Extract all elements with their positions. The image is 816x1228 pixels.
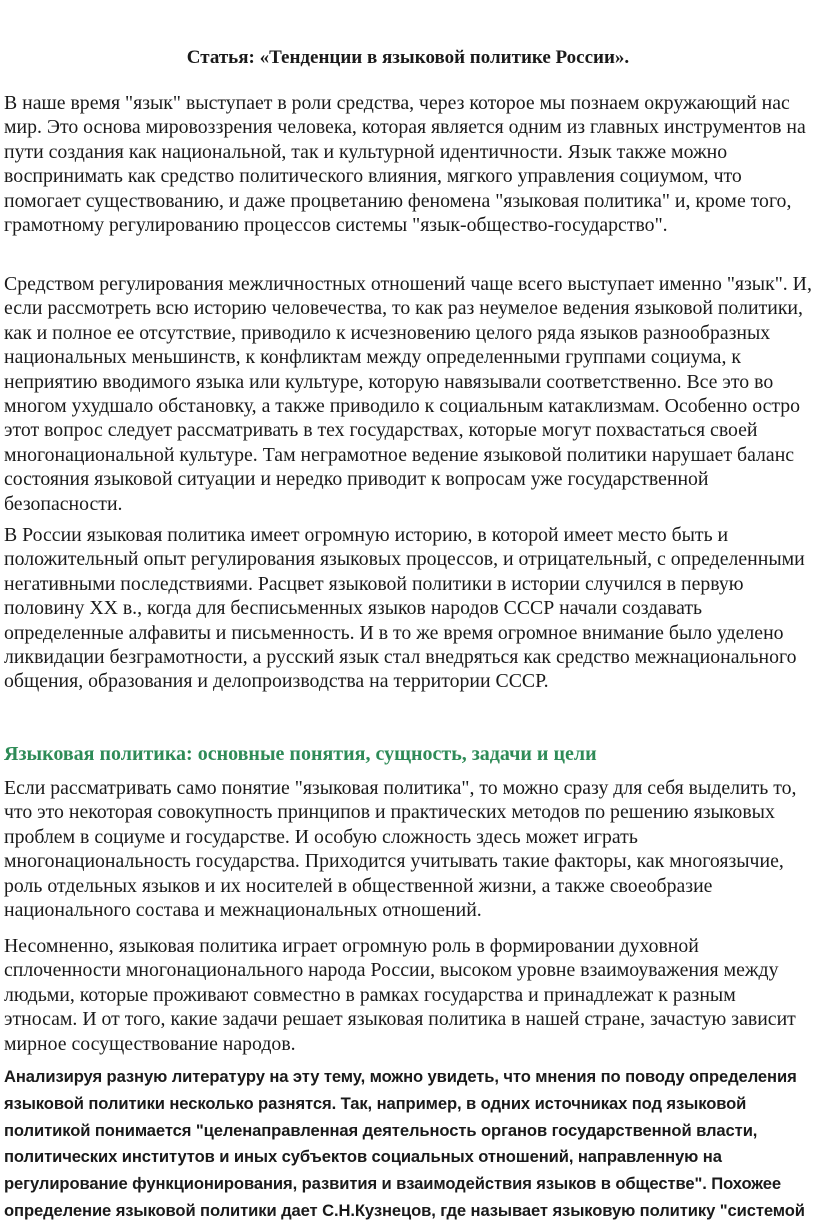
article-title: Статья: «Тенденции в языковой политике России». — [186, 47, 630, 68]
paragraph-regulation: Средством регулирования межличностных отношений чаще всего выступает именно "язык". И, если рассмотреть всю историю человечества, то как раз неумелое ведения языковой политики, как и полное ее отсутствие, приводило к исчезновению целого ряда языков разнообразных национальных меньшинств, к конфликтам между определенными группами социума, к неприятию вводимого языка или культуре, которую навязывали соответственно. Все это во многом ухудшало обстановку, а также приводило к социальным катаклизмам. Особенно остро этот вопрос следует рассматривать в тех государствах, которые могут похвастаться своей многонациональной культуре. Там неграмотное ведение языковой политики нарушает баланс состояния языковой ситуации и нередко приводит к вопросам уже государственной безопасности. — [4, 273, 812, 515]
paragraph-intro: В наше время "язык" выступает в роли средства, через которое мы познаем окружающий нас мир. Это основа мировоззрения человека, которая является одним из главных инструментов на пути создания как национальной, так и культурной идентичности. Язык также можно воспринимать как средство политического влияния, мягкого управления социумом, что помогает существованию, и даже процветанию феномена "языковая политика" и, кроме того, грамотному регулированию процессов системы "язык-общество-государство". — [4, 92, 806, 237]
paragraph-concept: Если рассматривать само понятие "языковая политика", то можно сразу для себя выделить то, что это некоторая совокупность принципов и практических методов по решению языковых проблем в социуме и государстве. И особую сложность здесь может играть многонациональность государства. Приходится учитывать такие факторы, как многоязычие, роль отдельных языков и их носителей в общественной жизни, а также своеобразие национального состава и межнациональных отношений. — [4, 777, 797, 922]
paragraph-literature-analysis: Анализируя разную литературу на эту тему, можно увидеть, что мнения по поводу определения языковой политики несколько разнятся. Так, например, в одних источниках под языковой политикой понимается "целенаправленная деятельность органов государственной власти, политических институтов и иных субъектов социальных отношений, направленную на регулирование функционирования, развития и взаимодействия языков в обществе". Похожее определение языковой политики дает С.Н.Кузнецов, где называет языковую политику "системой — [4, 1067, 805, 1220]
paragraph-russia-history: В России языковая политика имеет огромную историю, в которой имеет место быть и положительный опыт регулирования языковых процессов, и отрицательный, с определенными негативными последствиями. Расцвет языковой политики в истории случился в первую половину XX в., когда для бесписьменных языков народов СССР начали создавать определенные алфавиты и письменность. И в то же время огромное внимание было уделено ликвидации безграмотности, а русский язык стал внедряться как средство межнационального общения, образования и делопроизводства на территории СССР. — [4, 524, 805, 693]
section-heading: Языковая политика: основные понятия, сущность, задачи и цели — [4, 743, 597, 765]
paragraph-significance: Несомненно, языковая политика играет огромную роль в формировании духовной сплоченности многонационального народа России, высоком уровне взаимоуважения между людьми, которые проживают совместно в рамках государства и принадлежат к разным этносам. И от того, какие задачи решает языковая политика в нашей стране, зачастую зависит мирное сосуществование народов. — [4, 935, 796, 1055]
